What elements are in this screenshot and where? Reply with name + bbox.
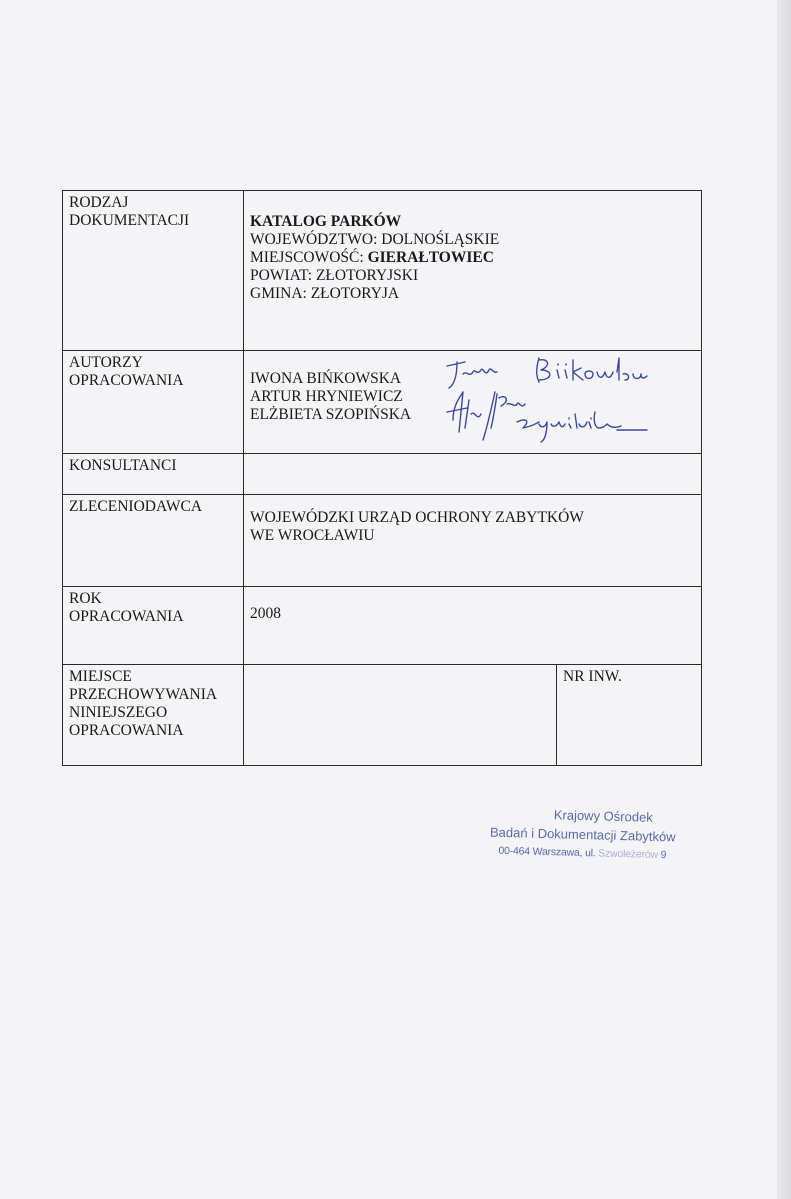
gmina: GMINA: ZŁOTORYJA (250, 285, 400, 302)
page-edge (777, 0, 791, 1199)
value-autorzy (244, 351, 702, 454)
stamp-line-1: Krajowy Ośrodek (553, 807, 653, 825)
author-names (250, 370, 411, 424)
row-rok-opracowania (63, 587, 702, 665)
value-konsultanci (244, 454, 702, 495)
value-rok: 2008 (244, 587, 702, 665)
value-miejsce (244, 665, 557, 766)
value-zleceniodawca (244, 495, 702, 587)
label-line: AUTORZY (69, 354, 143, 371)
wojewodztwo: WOJEWÓDZTWO: DOLNOŚLĄSKIE (250, 231, 500, 248)
label-line: NINIEJSZEGO (69, 704, 168, 721)
label-line: MIEJSCE (69, 668, 132, 685)
authors-block (250, 354, 695, 444)
miejscowosc-value: GIERAŁTOWIEC (367, 249, 494, 266)
label-miejsce-przechowywania (63, 665, 244, 766)
label-zleceniodawca: ZLECENIODAWCA (63, 495, 244, 587)
stamp-address-number: 9 (657, 848, 667, 862)
label-line: OPRACOWANIA (69, 372, 184, 389)
row-miejsce-przechowywania (63, 665, 702, 766)
label-rodzaj-dokumentacji (63, 191, 244, 351)
label-line: ROK (69, 590, 102, 607)
label-line: PRZECHOWYWANIA (69, 686, 218, 703)
author-name: ELŻBIETA SZOPIŃSKA (250, 406, 412, 423)
label-line: DOKUMENTACJI (69, 212, 190, 229)
row-konsultanci (63, 454, 702, 495)
stamp-line-2: Badań i Dokumentacji Zabytków (489, 824, 676, 845)
miejscowosc-prefix: MIEJSCOWOŚĆ: (250, 249, 368, 266)
value-line: WE WROCŁAWIU (250, 527, 375, 544)
documentation-table (62, 190, 702, 766)
powiat: POWIAT: ZŁOTORYJSKI (250, 267, 419, 284)
catalog-title: KATALOG PARKÓW (250, 213, 402, 230)
label-line: OPRACOWANIA (69, 722, 184, 739)
stamp-address-part: 00-464 Warszawa, ul. (498, 844, 599, 860)
nr-inw-cell (557, 665, 702, 766)
author-name: IWONA BIŃKOWSKA (250, 370, 402, 387)
label-rok-opracowania (63, 587, 244, 665)
label-konsultanci: KONSULTANCI (63, 454, 244, 495)
stamp-line-3 (489, 845, 675, 862)
institution-stamp (489, 806, 676, 862)
author-name: ARTUR HRYNIEWICZ (250, 388, 403, 405)
handwritten-signatures (435, 348, 685, 444)
row-rodzaj-dokumentacji (63, 191, 702, 351)
label-line: OPRACOWANIA (69, 608, 184, 625)
label-line: RODZAJ (69, 194, 129, 211)
value-line: WOJEWÓDZKI URZĄD OCHRONY ZABYTKÓW (250, 509, 584, 526)
label-autorzy-opracowania (63, 351, 244, 454)
nr-inw-label: NR INW. (563, 668, 622, 685)
row-zleceniodawca (63, 495, 702, 587)
value-rodzaj-dokumentacji (244, 191, 702, 351)
row-autorzy-opracowania (63, 351, 702, 454)
stamp-address-street: Szwoleżerów (598, 847, 659, 861)
miejscowosc (250, 249, 695, 267)
